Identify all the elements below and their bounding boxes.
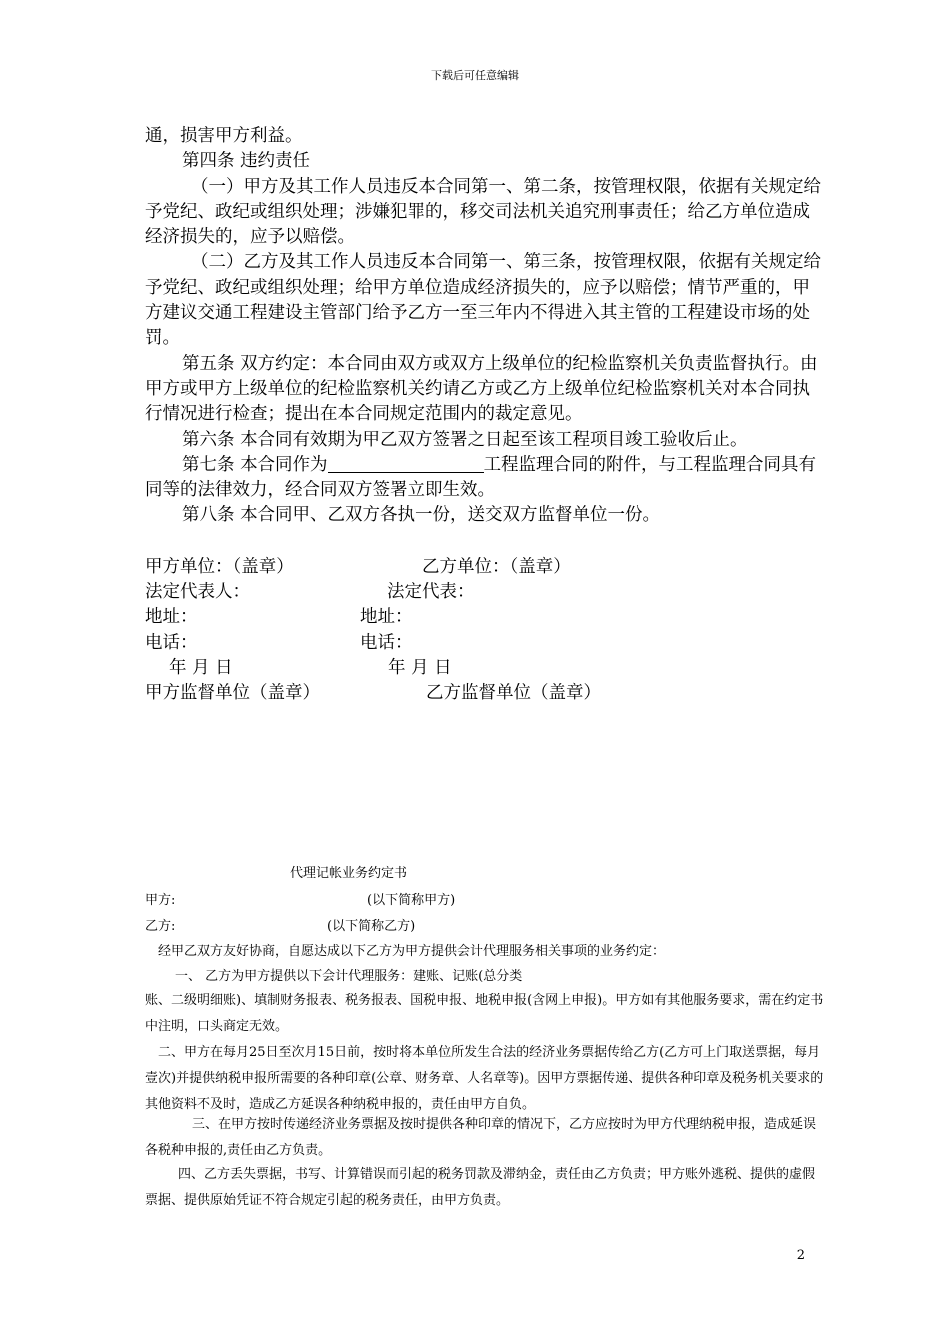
- item-1-rest: 账、二级明细账)、填制财务报表、税务报表、国税申报、地税申报(含网上申报)。甲方如有其他服务要求，需在约定书中注明，口头商定无效。: [145, 993, 824, 1034]
- party-a-phone: 电话：: [145, 632, 198, 653]
- article-7: [145, 453, 825, 504]
- party-a-line: [145, 888, 825, 914]
- article-4-clause-1: （一）甲方及其工作人员违反本合同第一、第二条，按管理权限，依据有关规定给予党纪、政纪或组织处理；涉嫌犯罪的，移交司法机关追究刑事责任；给乙方单位造成经济损失的，应予以赔偿。: [145, 176, 821, 248]
- party-b-address: 地址：: [360, 607, 413, 628]
- party-b-rep: 法定代表：: [387, 582, 475, 603]
- article-4-title: 第四条 违约责任: [182, 151, 311, 172]
- party-b-label: 乙方:: [145, 919, 176, 934]
- party-a-date: 年 月 日: [169, 657, 233, 678]
- item-4: 四、乙方丢失票据，书写、计算错误而引起的税务罚款及滞纳金，责任由乙方负责；甲方账外逃税、提供的虚假票据、提供原始凭证不符合规定引起的税务责任，由甲方负责。: [145, 1167, 816, 1208]
- agreement-intro: 经甲乙双方友好协商，自愿达成以下乙方为甲方提供会计代理服务相关事项的业务约定：: [158, 944, 666, 959]
- page-number: 2: [796, 1248, 805, 1263]
- party-a-rep: 法定代表人：: [145, 582, 250, 603]
- article-7-start: 第七条 本合同作为: [182, 454, 328, 475]
- party-b-supervisor: 乙方监督单位（盖章）: [426, 683, 601, 704]
- contract-body: [145, 124, 825, 707]
- page-header: 下载后可任意编辑: [431, 69, 519, 82]
- party-b-line: [145, 914, 825, 940]
- party-a-note: (以下简称甲方): [367, 893, 456, 908]
- party-a-supervisor: 甲方监督单位（盖章）: [145, 683, 320, 704]
- article-8: 第八条 本合同甲、乙双方各执一份，送交双方监督单位一份。: [182, 505, 661, 526]
- party-b-unit: 乙方单位：（盖章）: [422, 556, 571, 577]
- signature-row-tel: [145, 631, 825, 656]
- signature-row-unit: [145, 555, 825, 580]
- paragraph-continuation: 通，损害甲方利益。: [145, 126, 303, 146]
- project-name-blank: [328, 454, 484, 473]
- agreement-title: 代理记帐业务约定书: [290, 866, 408, 881]
- party-a-address: 地址：: [145, 607, 198, 628]
- party-a-label: 甲方:: [145, 893, 176, 908]
- article-5: 第五条 双方约定：本合同由双方或双方上级单位的纪检监察机关负责监督执行。由甲方或甲方上级单位的纪检监察机关约请乙方或乙方上级单位纪检监察机关对本合同执行情况进行检查；提出在本合同规定范围内的裁定意见。: [145, 353, 818, 425]
- party-a-unit: 甲方单位：（盖章）: [145, 556, 294, 577]
- signature-row-date: [145, 656, 825, 681]
- signature-row-supervisor: [145, 681, 825, 706]
- item-3: 三、在甲方按时传递经济业务票据及按时提供各种印章的情况下，乙方应按时为甲方代理纳税申报，造成延误各税种申报的,责任由乙方负责。: [145, 1117, 817, 1158]
- party-b-note: (以下简称乙方): [327, 919, 416, 934]
- signature-row-rep: [145, 580, 825, 605]
- item-2: 二、甲方在每月25日至次月15日前，按时将本单位所发生合法的经济业务票据传给乙方(乙方可上门取送票据，每月壹次)并提供纳税申报所需要的各种印章(公章、财务章、人名章等)。因甲方票据传递、提供各种印章及税务机关要求的其他资料不及时，造成乙方延误各种纳税申报的，责任由甲方自负。: [145, 1045, 824, 1112]
- article-6: 第六条 本合同有效期为甲乙双方签署之日起至该工程项目竣工验收后止。: [182, 429, 748, 450]
- item-1-start: 一、 乙方为甲方提供以下会计代理服务：建账、记账(总分类: [175, 969, 523, 984]
- signature-row-addr: [145, 605, 825, 630]
- party-b-date: 年 月 日: [388, 657, 452, 678]
- party-b-phone: 电话：: [360, 632, 413, 653]
- article-4-clause-2: （二）乙方及其工作人员违反本合同第一、第三条，按管理权限，依据有关规定给予党纪、政纪或组织处理；给甲方单位造成经济损失的，应予以赔偿；情节严重的，甲方建议交通工程建设主管部门给予乙方一至三年内不得进入其主管的工程建设市场的处罚。: [145, 252, 821, 349]
- article-7-end: 工程监理合同的附件，与工程监理合同具有同等的法律效力，经合同双方签署立即生效。: [145, 454, 817, 501]
